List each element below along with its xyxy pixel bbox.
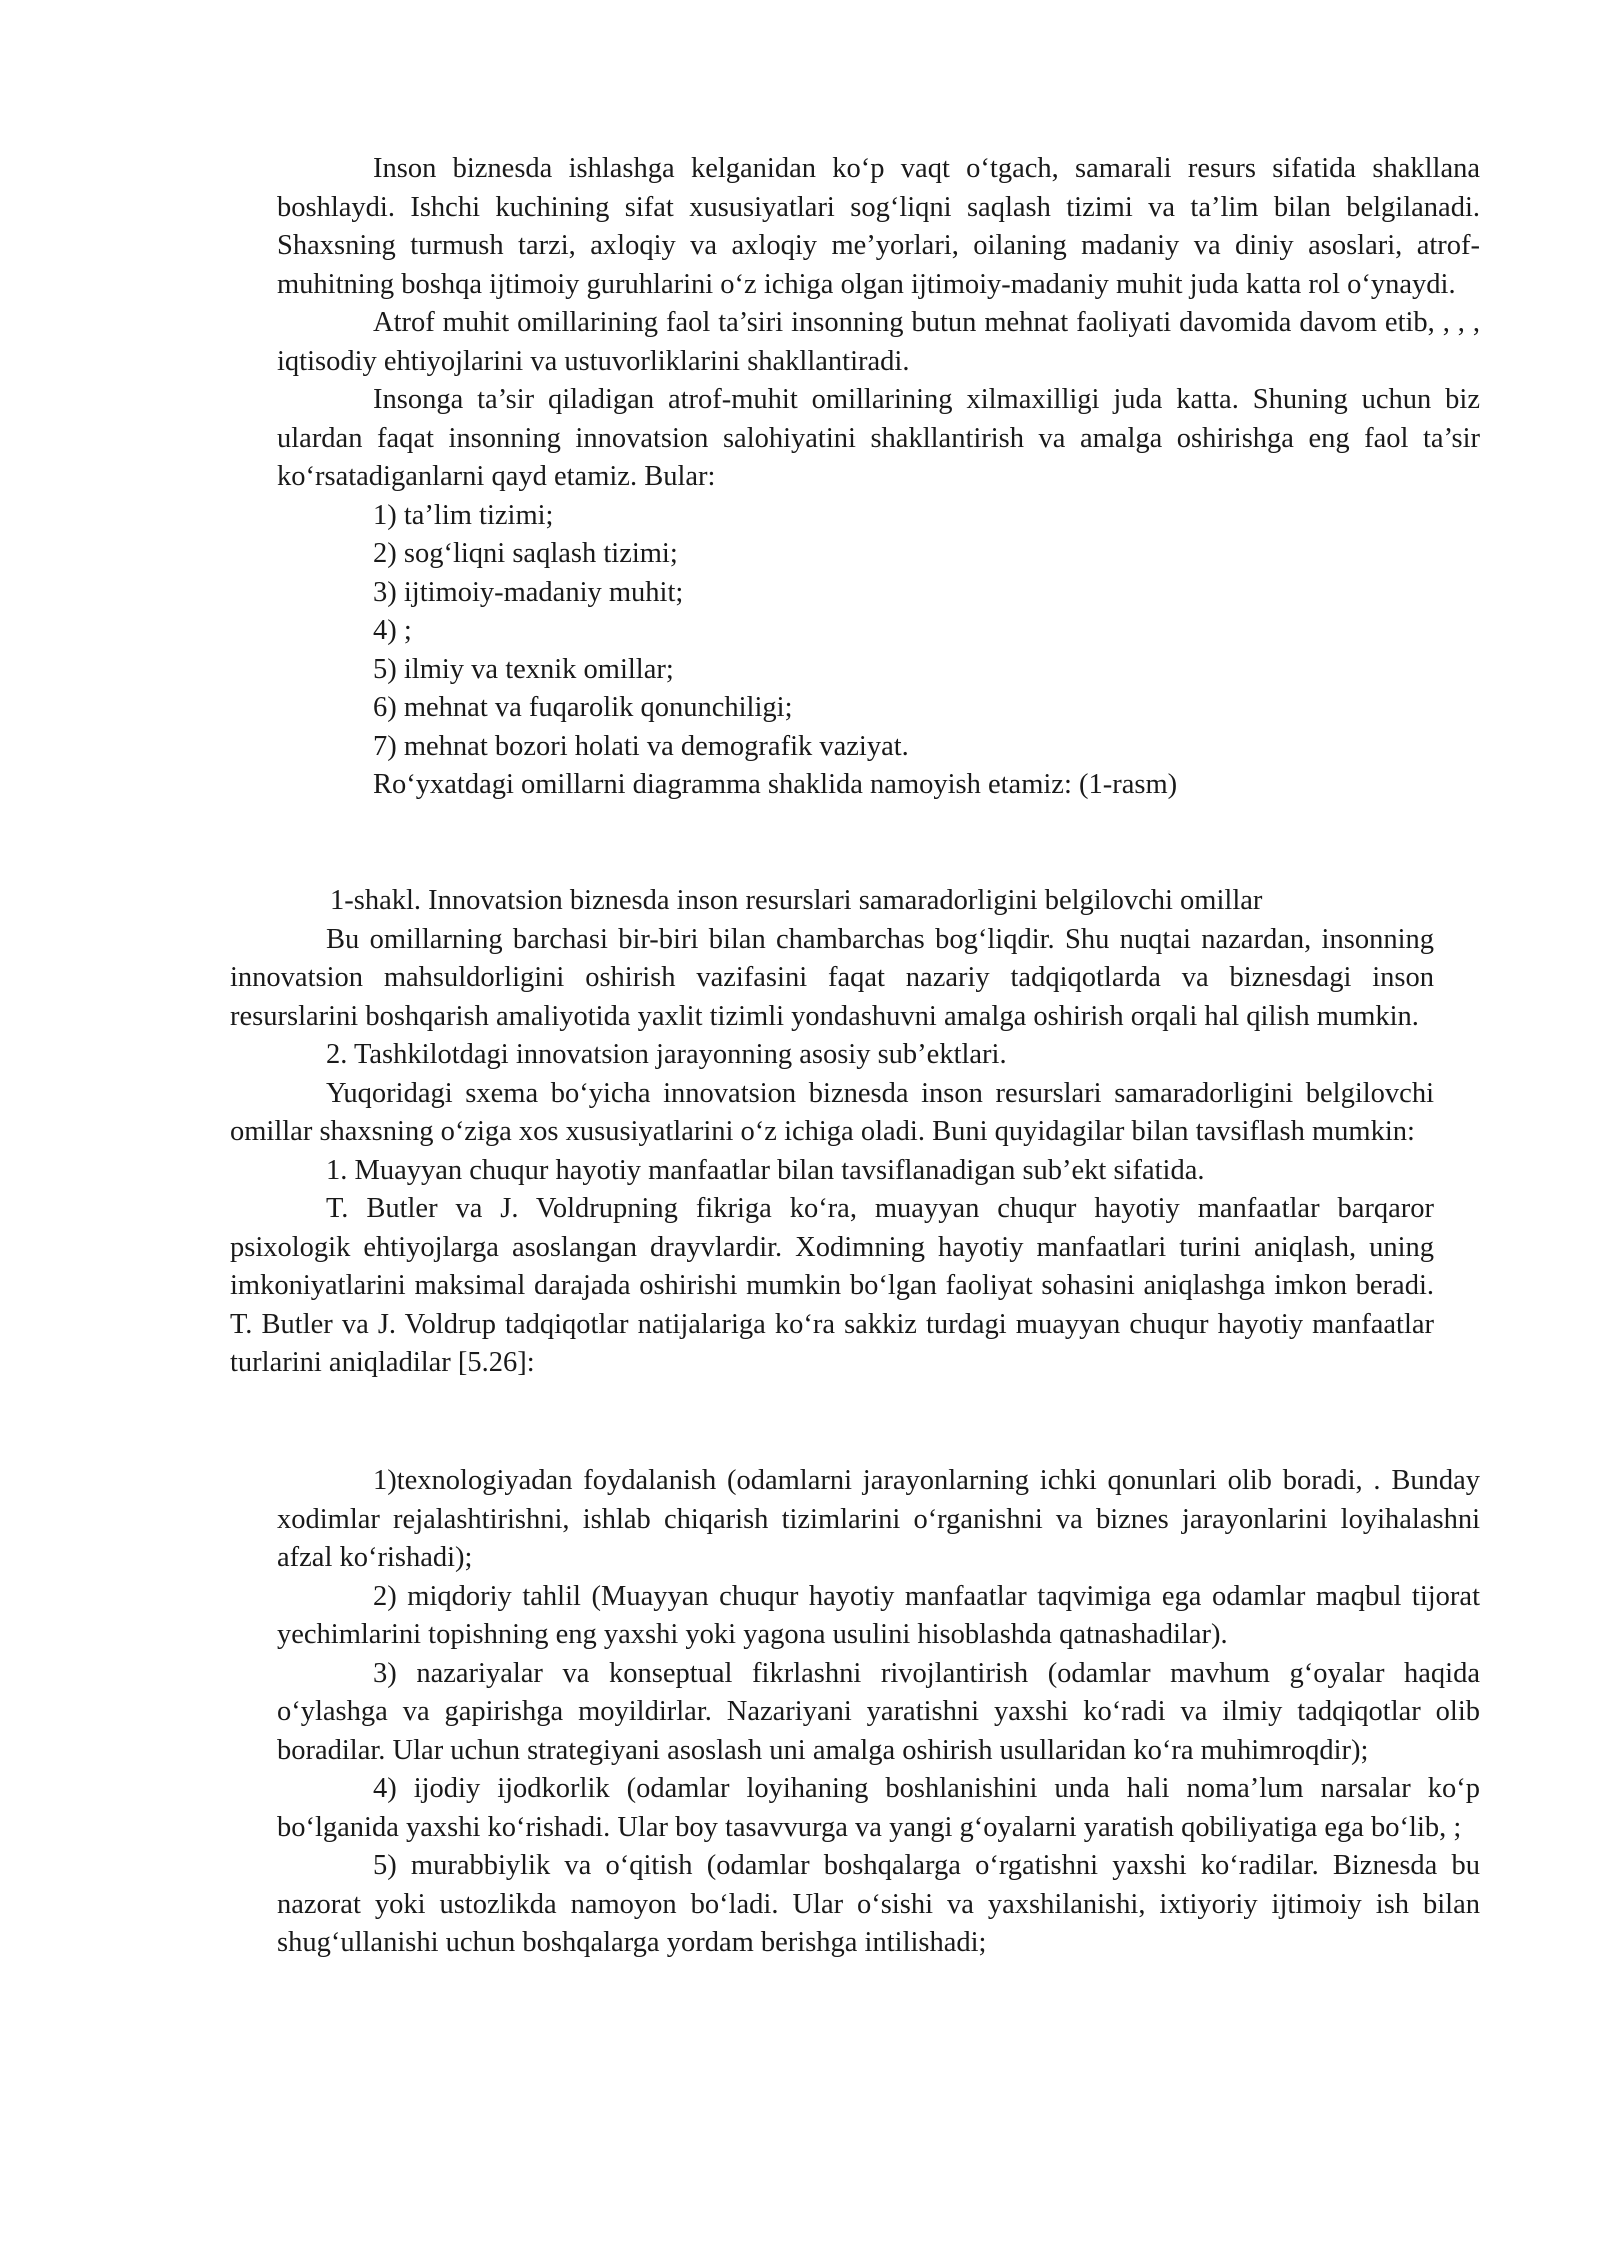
list-item: 7) mehnat bozori holati va demografik vaziyat.	[373, 730, 909, 762]
list-item: 1)texnologiyadan foydalanish (odamlarni jarayonlarning ichki qonunlari olib boradi, . Bunday xodimlar rejalashtirishni, ishlab chiqarish tizimlarini o‘rganishni va biznes jarayonlarini loyihalashni afzal ko‘rishadi);	[277, 1465, 1480, 1573]
section-interest-types	[277, 1462, 1480, 1963]
paragraph: Inson biznesda ishlashga kelganidan ko‘p vaqt o‘tgach, samarali resurs sifatida shakllana boshlaydi. Ishchi kuchining sifat xususiyatlari sog‘liqni saqlash tizimi va ta’lim bilan belgilanadi. Shaxsning turmush tarzi, axloqiy va axloqiy me’yorlari, oilaning madaniy va diniy asoslari, atrof-muhitning boshqa ijtimoiy guruhlarini o‘z ichiga olgan ijtimoiy-madaniy muhit juda katta rol o‘ynaydi.	[277, 153, 1480, 300]
list-item: 1) ta’lim tizimi;	[373, 499, 554, 531]
section-figure-discussion	[230, 882, 1434, 1383]
section-heading: 2. Tashkilotdagi innovatsion jarayonning asosiy sub’ektlari.	[326, 1039, 1007, 1070]
paragraph: Insonga ta’sir qiladigan atrof-muhit omillarining xilmaxilligi juda katta. Shuning uchun biz ulardan faqat insonning innovatsion salohiyatini shakllantirish va amalga oshirishga eng faol ta’sir ko‘rsatadiganlarni qayd etamiz. Bular:	[277, 384, 1480, 492]
paragraph: T. Butler va J. Voldrupning fikriga ko‘ra, muayyan chuqur hayotiy manfaatlar barqaror psixologik ehtiyojlarga asoslangan drayvlardir. Xodimning hayotiy manfaatlari turini aniqlash, uning imkoniyatlarini maksimal darajada oshirishi mumkin bo‘lgan faoliyat sohasini aniqlashga imkon beradi. T. Butler va J. Voldrup tadqiqotlar natijalariga ko‘ra sakkiz turdagi muayyan chuqur hayotiy manfaatlar turlarini aniqladilar [5.26]:	[230, 1193, 1434, 1378]
paragraph: 1. Muayyan chuqur hayotiy manfaatlar bilan tavsiflanadigan sub’ekt sifatida.	[326, 1154, 1205, 1186]
diagram-intro: Ro‘yxatdagi omillarni diagramma shaklida namoyish etamiz: (1-rasm)	[373, 769, 1178, 800]
paragraph: Atrof muhit omillarining faol ta’siri insonning butun mehnat faoliyati davomida davom etib, , , , iqtisodiy ehtiyojlarini va ustuvorliklarini shakllantiradi.	[277, 307, 1480, 377]
paragraph: Bu omillarning barchasi bir-biri bilan chambarchas bog‘liqdir. Shu nuqtai nazardan, insonning innovatsion mahsuldorligini oshirish vazifasini faqat nazariy tadqiqotlarda va biznesdagi inson resurslarini boshqarish amaliyotida yaxlit tizimli yondashuvni amalga oshirish orqali hal qilish mumkin.	[230, 923, 1434, 1032]
list-item: 3) nazariyalar va konseptual fikrlashni rivojlantirish (odamlar mavhum g‘oyalar haqida o‘ylashga va gapirishga moyildirlar. Nazariyani yaratishni yaxshi ko‘radi va ilmiy tadqiqotlar olib boradilar. Ular uchun strategiyani asoslash uni amalga oshirish usullaridan ko‘ra muhimroqdir);	[277, 1657, 1480, 1766]
list-item: 3) ijtimoiy-madaniy muhit;	[373, 576, 684, 608]
list-item: 5) murabbiylik va o‘qitish (odamlar boshqalarga o‘rgatishni yaxshi ko‘radilar. Biznesda bu nazorat yoki ustozlikda namoyon bo‘ladi. Ular o‘sishi va yaxshilanishi, ixtiyoriy ijtimoiy ish bilan shug‘ullanishi uchun boshqalarga yordam berishga intilishadi;	[277, 1850, 1480, 1958]
list-item: 2) sog‘liqni saqlash tizimi;	[373, 538, 678, 569]
figure-caption: 1-shakl. Innovatsion biznesda inson resurslari samaradorligini belgilovchi omillar	[330, 885, 1263, 916]
list-item: 2) miqdoriy tahlil (Muayyan chuqur hayotiy manfaatlar taqvimiga ega odamlar maqbul tijorat yechimlarini topishning eng yaxshi yoki yagona usulini hisoblashda qatnashadilar).	[277, 1580, 1480, 1650]
list-item: 4) ;	[373, 615, 412, 646]
list-item: 4) ijodiy ijodkorlik (odamlar loyihaning boshlanishini unda hali noma’lum narsalar ko‘p bo‘lganida yaxshi ko‘rishadi. Ular boy tasavvurga va yangi g‘oyalarni yaratish qobiliyatiga ega bo‘lib, ;	[277, 1773, 1480, 1843]
paragraph: Yuqoridagi sxema bo‘yicha innovatsion biznesda inson resurslari samaradorligini belgilovchi omillar shaxsning o‘ziga xos xususiyatlarini o‘z ichiga oladi. Buni quyidagilar bilan tavsiflash mumkin:	[230, 1077, 1434, 1147]
list-item: 5) ilmiy va texnik omillar;	[373, 653, 674, 685]
list-item: 6) mehnat va fuqarolik qonunchiligi;	[373, 692, 793, 723]
section-intro	[277, 150, 1480, 805]
